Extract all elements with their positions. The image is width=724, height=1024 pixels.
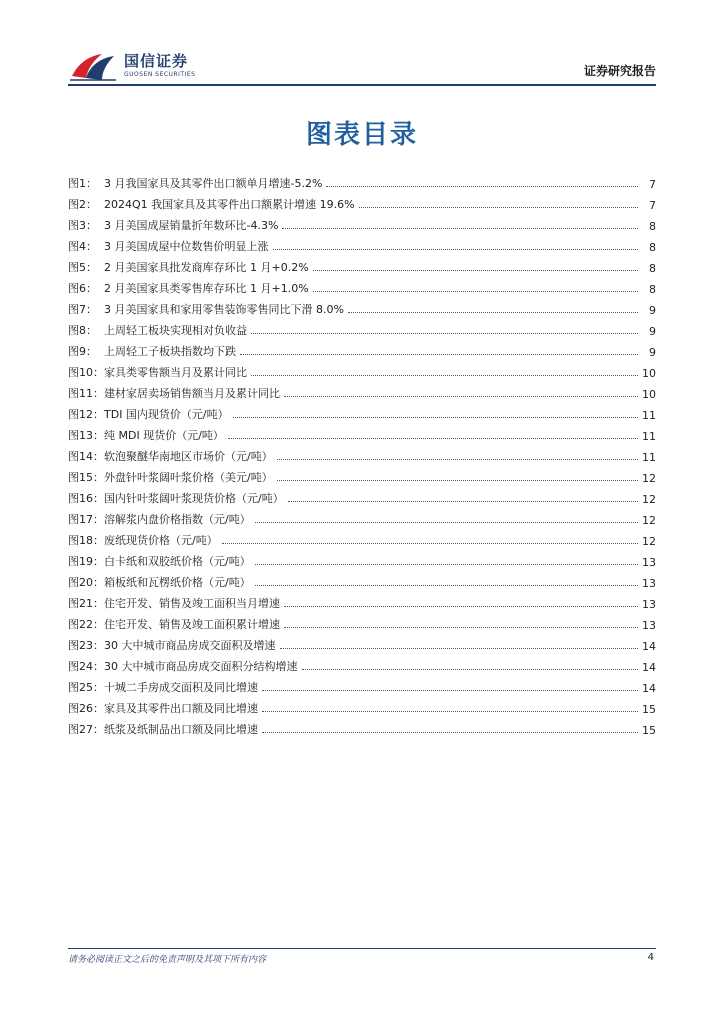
page-number: 4	[647, 952, 654, 963]
toc-entry-title: TDI 国内现货价（元/吨）	[104, 408, 229, 421]
toc-entry-leader	[251, 375, 638, 376]
toc-entry[interactable]	[68, 233, 656, 254]
toc-entry-label: 图6：	[68, 282, 97, 295]
toc-entry-page: 11	[642, 409, 656, 422]
toc-entry-label: 图10：	[68, 366, 104, 379]
toc-entry-title: 住宅开发、销售及竣工面积累计增速	[104, 618, 280, 631]
toc-entry-label: 图20：	[68, 576, 104, 589]
toc-entry-title: 家具类零售额当月及累计同比	[104, 366, 247, 379]
toc-entry-leader	[359, 207, 638, 208]
toc-entry-title: 住宅开发、销售及竣工面积当月增速	[104, 597, 280, 610]
toc-entry-label: 图11：	[68, 387, 104, 400]
toc-entry-title: 3 月我国家具及其零件出口额单月增速-5.2%	[104, 177, 323, 190]
toc-entry-page: 11	[642, 451, 656, 464]
toc-entry-label: 图25：	[68, 681, 104, 694]
header-divider	[68, 84, 656, 86]
report-type-label: 证券研究报告	[583, 64, 656, 78]
toc-entry-page: 13	[642, 556, 656, 569]
toc-entry-title: 箱板纸和瓦楞纸价格（元/吨）	[104, 576, 251, 589]
toc-entry[interactable]	[68, 464, 656, 485]
toc-entry[interactable]	[68, 359, 656, 380]
toc-entry[interactable]	[68, 506, 656, 527]
toc-entry[interactable]	[68, 380, 656, 401]
toc-entry[interactable]	[68, 296, 656, 317]
toc-entry-leader	[280, 648, 639, 649]
toc-entry-title: 国内针叶浆阔叶浆现货价格（元/吨）	[104, 492, 284, 505]
toc-entry-leader	[262, 732, 638, 733]
toc-entry[interactable]	[68, 674, 656, 695]
toc-entry[interactable]	[68, 611, 656, 632]
toc-entry-leader	[288, 501, 638, 502]
toc-entry-page: 9	[649, 346, 656, 359]
toc-entry-label: 图16：	[68, 492, 104, 505]
toc-entry-leader	[302, 669, 639, 670]
toc-entry-title: 2 月美国家具批发商库存环比 1 月+0.2%	[104, 261, 309, 274]
toc-entry[interactable]	[68, 170, 656, 191]
toc-entry-title: 30 大中城市商品房成交面积分结构增速	[104, 660, 298, 673]
toc-entry-page: 12	[642, 472, 656, 485]
toc-entry-leader	[251, 333, 638, 334]
toc-entry[interactable]	[68, 653, 656, 674]
toc-entry-label: 图1：	[68, 177, 97, 190]
toc-entry-title: 纯 MDI 现货价（元/吨）	[104, 429, 224, 442]
toc-entry-label: 图21：	[68, 597, 104, 610]
toc-entry-page: 14	[642, 682, 656, 695]
toc-entry[interactable]	[68, 254, 656, 275]
toc-entry-page: 11	[642, 430, 656, 443]
toc-entry[interactable]	[68, 548, 656, 569]
toc-entry-leader	[313, 270, 638, 271]
toc-entry-page: 8	[649, 241, 656, 254]
toc-entry-title: 3 月美国家具和家用零售装饰零售同比下滑 8.0%	[104, 303, 344, 316]
toc-entry-label: 图22：	[68, 618, 104, 631]
toc-entry-page: 13	[642, 598, 656, 611]
toc-entry-title: 纸浆及纸制品出口额及同比增速	[104, 723, 258, 736]
page-header	[0, 0, 724, 90]
toc-entry-label: 图2：	[68, 198, 97, 211]
toc-entry-page: 13	[642, 619, 656, 632]
toc-entry-page: 10	[642, 388, 656, 401]
toc-entry-label: 图13：	[68, 429, 104, 442]
toc-entry-leader	[228, 438, 638, 439]
toc-entry[interactable]	[68, 485, 656, 506]
toc-entry-leader	[262, 690, 638, 691]
toc-entry-page: 9	[649, 325, 656, 338]
toc-entry-leader	[326, 186, 638, 187]
toc-entry-label: 图27：	[68, 723, 104, 736]
footer-disclaimer: 请务必阅读正文之后的免责声明及其项下所有内容	[68, 955, 267, 965]
toc-entry-page: 12	[642, 535, 656, 548]
logo-chinese-name: 国信证券	[124, 52, 189, 70]
toc-entry-title: 上周轻工板块实现相对负收益	[104, 324, 247, 337]
toc-entry-page: 12	[642, 493, 656, 506]
toc-entry-title: 十城二手房成交面积及同比增速	[104, 681, 258, 694]
toc-entry[interactable]	[68, 632, 656, 653]
toc-entry-page: 7	[649, 178, 656, 191]
toc-entry-page: 14	[642, 640, 656, 653]
toc-entry-title: 建材家居卖场销售额当月及累计同比	[104, 387, 280, 400]
toc-entry-page: 13	[642, 577, 656, 590]
toc-entry[interactable]	[68, 422, 656, 443]
toc-entry-label: 图14：	[68, 450, 104, 463]
logo-english-name: GUOSEN SECURITIES	[124, 71, 196, 78]
toc-entry-leader	[313, 291, 638, 292]
toc-entry-page: 14	[642, 661, 656, 674]
toc-entry-label: 图17：	[68, 513, 104, 526]
toc-entry-title: 废纸现货价格（元/吨）	[104, 534, 218, 547]
toc-entry-leader	[282, 228, 638, 229]
toc-entry-page: 8	[649, 220, 656, 233]
toc-entry-title: 30 大中城市商品房成交面积及增速	[104, 639, 276, 652]
toc-entry-leader	[277, 480, 638, 481]
toc-entry-title: 2 月美国家具类零售库存环比 1 月+1.0%	[104, 282, 309, 295]
toc-entry-label: 图15：	[68, 471, 104, 484]
toc-entry[interactable]	[68, 338, 656, 359]
toc-entry[interactable]	[68, 716, 656, 737]
toc-entry-leader	[240, 354, 638, 355]
toc-entry[interactable]	[68, 443, 656, 464]
toc-entry[interactable]	[68, 191, 656, 212]
toc-entry-title: 家具及其零件出口额及同比增速	[104, 702, 258, 715]
toc-entry-label: 图3：	[68, 219, 97, 232]
toc-entry[interactable]	[68, 569, 656, 590]
toc-entry-page: 8	[649, 262, 656, 275]
toc-entry-label: 图9：	[68, 345, 97, 358]
toc-entry-leader	[233, 417, 638, 418]
toc-entry-leader	[284, 606, 638, 607]
toc-entry-title: 3 月美国成屋中位数售价明显上涨	[104, 240, 269, 253]
toc-entry[interactable]	[68, 275, 656, 296]
toc-entry[interactable]	[68, 590, 656, 611]
toc-entry-label: 图26：	[68, 702, 104, 715]
toc-entry-label: 图18：	[68, 534, 104, 547]
toc-entry-page: 12	[642, 514, 656, 527]
toc-entry-title: 溶解浆内盘价格指数（元/吨）	[104, 513, 251, 526]
toc-entry-page: 7	[649, 199, 656, 212]
toc-entry-leader	[255, 522, 638, 523]
toc-entry-title: 3 月美国成屋销量折年数环比-4.3%	[104, 219, 279, 232]
toc-entry-label: 图24：	[68, 660, 104, 673]
toc-entry-label: 图4：	[68, 240, 97, 253]
toc-entry-leader	[277, 459, 638, 460]
toc-entry-title: 2024Q1 我国家具及其零件出口额累计增速 19.6%	[104, 198, 355, 211]
toc-entry[interactable]	[68, 527, 656, 548]
toc-entry[interactable]	[68, 317, 656, 338]
toc-entry-label: 图8：	[68, 324, 97, 337]
toc-entry-page: 9	[649, 304, 656, 317]
toc-entry-leader	[284, 627, 638, 628]
toc-entry-label: 图7：	[68, 303, 97, 316]
toc-entry-leader	[255, 564, 638, 565]
toc-entry-label: 图23：	[68, 639, 104, 652]
toc-entry-page: 10	[642, 367, 656, 380]
toc-entry-page: 15	[642, 703, 656, 716]
toc-entry-title: 白卡纸和双胶纸价格（元/吨）	[104, 555, 251, 568]
toc-title: 图表目录	[305, 120, 418, 150]
toc-entry-leader	[262, 711, 638, 712]
toc-entry[interactable]	[68, 695, 656, 716]
toc-entry-label: 图12：	[68, 408, 104, 421]
toc-entry[interactable]	[68, 401, 656, 422]
toc-list	[68, 170, 656, 737]
toc-entry-label: 图19：	[68, 555, 104, 568]
toc-entry-title: 软泡聚醚华南地区市场价（元/吨）	[104, 450, 273, 463]
toc-entry-page: 15	[642, 724, 656, 737]
toc-entry-leader	[255, 585, 638, 586]
toc-entry-leader	[348, 312, 638, 313]
guosen-logo-icon	[68, 46, 118, 82]
toc-entry-leader	[273, 249, 639, 250]
toc-entry-leader	[222, 543, 638, 544]
footer-divider	[68, 948, 656, 949]
toc-entry[interactable]	[68, 212, 656, 233]
toc-entry-label: 图5：	[68, 261, 97, 274]
company-logo	[68, 46, 238, 86]
toc-entry-title: 上周轻工子板块指数均下跌	[104, 345, 236, 358]
toc-entry-leader	[284, 396, 638, 397]
toc-entry-title: 外盘针叶浆阔叶浆价格（美元/吨）	[104, 471, 273, 484]
toc-entry-page: 8	[649, 283, 656, 296]
